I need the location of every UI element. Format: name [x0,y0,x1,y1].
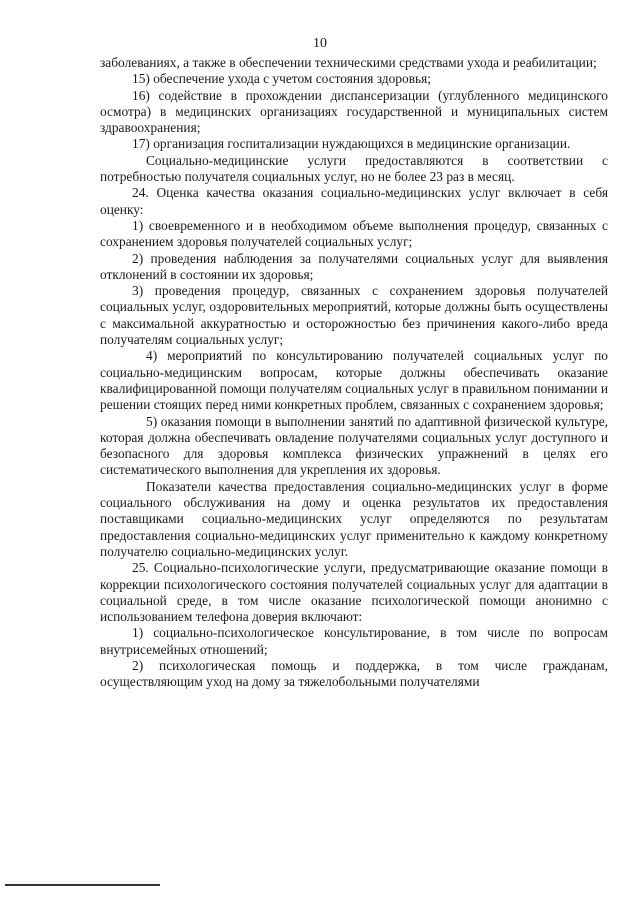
paragraph: 1) социально-психологическое консультирование, в том числе по вопросам внутрисемейных отношений; [100,625,608,657]
paragraph: заболеваниях, а также в обеспечении техническими средствами ухода и реабилитации; [100,55,597,70]
paragraph: 5) оказания помощи в выполнении занятий по адаптивной физической культуре, которая должна обеспечивать овладение получателями социальных услуг доступного и безопасного для здоровья комплекса физических упражнений в целях его систематического выполнения для укрепления их здоровья. [100,413,608,478]
page-number: 10 [313,36,327,51]
paragraph: 24. Оценка качества оказания социально-медицинских услуг включает в себя оценку: [100,185,608,217]
paragraph: 1) своевременного и в необходимом объеме выполнения процедур, связанных с сохранением здоровья получателей социальных услуг; [100,217,608,250]
paragraph: 17) организация госпитализации нуждающихся в медицинские организации. [132,136,571,152]
paragraph: 15) обеспечение ухода с учетом состояния здоровья; [132,71,432,87]
paragraph: 3) проведения процедур, связанных с сохранением здоровья получателей социальных услуг, оздоровительных мероприятий, которые должны быть осуществлены с максимальной аккуратностью и осторожностью без причинения какого-либо вреда получателям социальных услуг; [100,283,608,348]
document-body [100,55,608,691]
paragraph: 2) психологическая помощь и поддержка, в том числе гражданам, осуществляющим уход на дому за тяжелобольными получателями [100,657,608,690]
paragraph: Социально-медицинские услуги предоставляются в соответствии с потребностью получателя социальных услуг, но не более 23 раз в месяц. [100,152,608,185]
footnote-divider [5,884,160,886]
paragraph: 25. Социально-психологические услуги, предусматривающие оказание помощи в коррекции психологического состояния получателей социальных услуг для адаптации в социальной среде, в том числе оказание психологической помощи анонимно с использованием телефона доверия включают: [100,560,608,625]
paragraph: 4) мероприятий по консультированию получателей социальных услуг по социально-медицинским вопросам, которые должны обеспечивать оказание квалифицированной помощи получателям социальных услуг в правильном понимании и решении стоящих перед ними конкретных проблем, связанных с сохранением здоровья; [100,348,608,413]
paragraph: 16) содействие в прохождении диспансеризации (углубленного медицинского осмотра) в медицинских организациях государственной и муниципальных систем здравоохранения; [100,87,608,136]
paragraph: Показатели качества предоставления социально-медицинских услуг в форме социального обслуживания на дому и оценка результатов их предоставления поставщиками социально-медицинских услуг определяются по результатам предоставления социально-медицинских услуг применительно к каждому конкретному получателю социально-медицинских услуг. [100,478,608,559]
paragraph: 2) проведения наблюдения за получателями социальных услуг для выявления отклонений в состоянии их здоровья; [100,250,608,282]
